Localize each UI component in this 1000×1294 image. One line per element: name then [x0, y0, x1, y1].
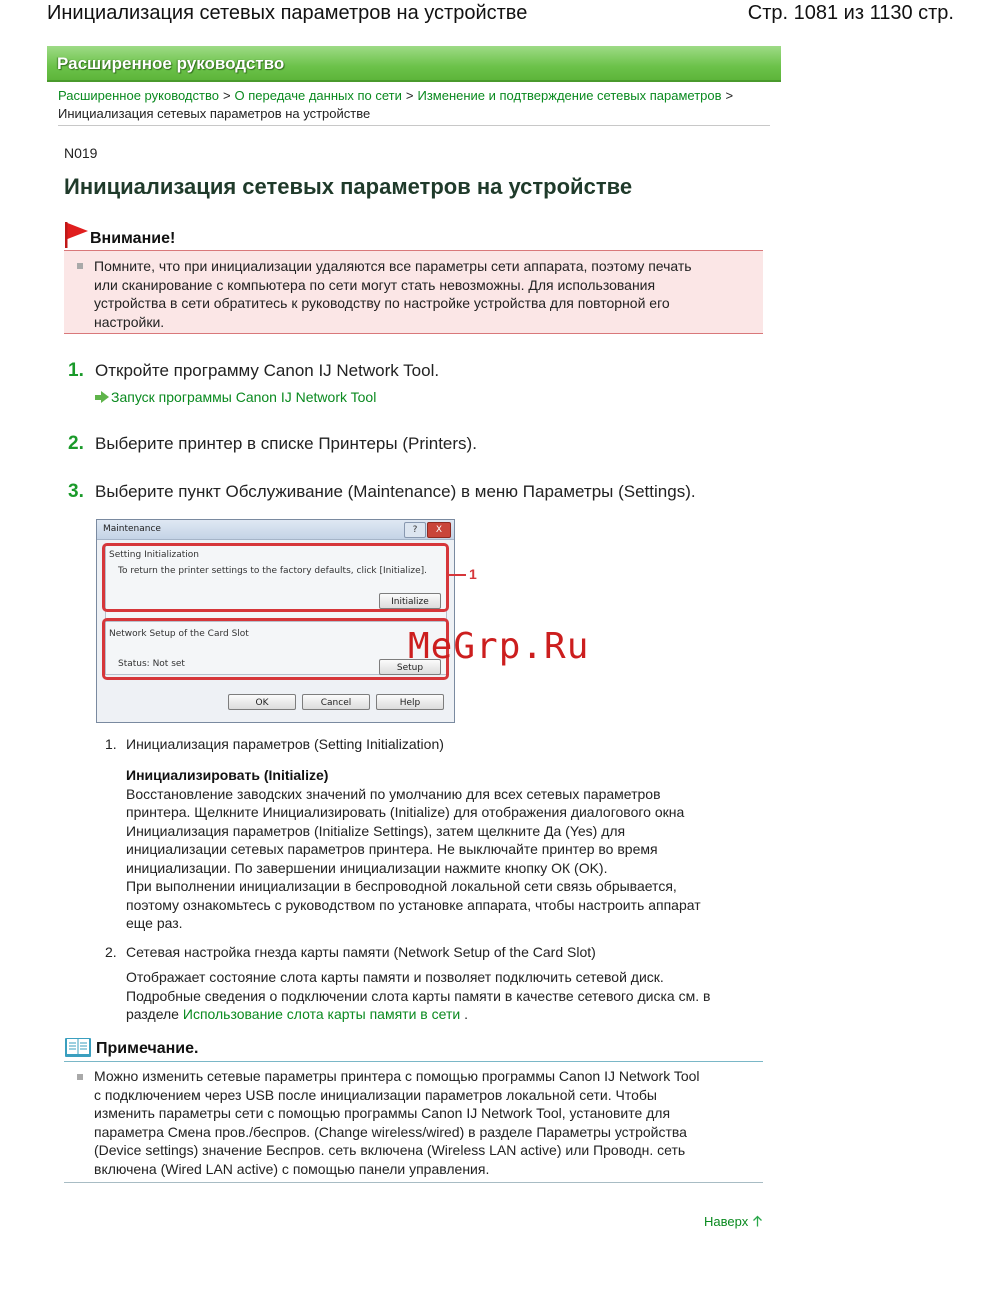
breadcrumb: Расширенное руководство > О передаче данных по сети > Изменение и подтверждение сетевых параметров > Инициализация сетевых параметров на устройстве: [58, 88, 734, 121]
warning-flag-icon: [64, 222, 88, 248]
launch-tool-link[interactable]: Запуск программы Canon IJ Network Tool: [95, 389, 376, 405]
document-id: N019: [64, 145, 98, 161]
breadcrumb-link-network-communication[interactable]: О передаче данных по сети: [234, 88, 402, 103]
dialog-title: Maintenance: [103, 524, 161, 534]
list-item-description: Инициализировать (Initialize) Восстановление заводских значений по умолчанию для всех сетевых параметров принтера. Щелкните Инициализировать (Initialize) для отображения диалогового окна Инициализация параметров (Initialize Settings), затем щелкните Да (Yes) для инициализации сетевых параметров принтера. Не выключайте принтер во время инициализации. По завершении инициализации нажмите кнопку ОК (OK). При выполнении инициализации в беспроводной локальной сети связь обрывается, поэтому ознакомьтесь с руководством по установке аппарата, чтобы настроить аппарат еще раз.: [126, 767, 701, 931]
caution-header: [64, 222, 764, 250]
help-button: Help: [376, 694, 444, 710]
breadcrumb-current: Инициализация сетевых параметров на устройстве: [58, 106, 371, 121]
section-banner: [47, 46, 781, 82]
step-number: 2.: [68, 433, 84, 454]
help-icon: ?: [404, 522, 426, 538]
breadcrumb-link-advanced-guide[interactable]: Расширенное руководство: [58, 88, 219, 103]
list-number: 1.: [105, 736, 117, 752]
cancel-button: Cancel: [302, 694, 370, 710]
step-number: 1.: [68, 360, 84, 381]
breadcrumb-divider: [58, 125, 770, 126]
list-number: 2.: [105, 944, 117, 960]
document-title: Инициализация сетевых параметров на устройстве: [47, 2, 528, 24]
caution-text: Помните, что при инициализации удаляются все параметры сети аппарата, поэтому печать или сканирование с компьютера по сети могут стать невозможны. Для использования устройства в сети обратитесь к руководству по настройке устройства для повторной его настройки.: [94, 258, 692, 330]
callout-line: [446, 574, 466, 576]
list-item-title: Инициализация параметров (Setting Initialization): [126, 736, 444, 752]
step-text: Выберите пункт Обслуживание (Maintenance) в меню Параметры (Settings).: [95, 482, 696, 501]
bullet-icon: [77, 1074, 83, 1080]
callout-number: 1: [469, 566, 477, 582]
setup-button: Setup: [379, 659, 441, 675]
maintenance-dialog-screenshot: [96, 519, 455, 723]
status-text: Status: Not set: [118, 659, 185, 669]
list-item-title: Сетевая настройка гнезда карты памяти (Network Setup of the Card Slot): [126, 944, 596, 960]
note-box: [64, 1067, 763, 1181]
bullet-icon: [77, 263, 83, 269]
back-to-top-link[interactable]: Наверх: [704, 1214, 763, 1229]
list-item-description: Отображает состояние слота карты памяти и позволяет подключить сетевой диск. Подробные сведения о подключении слота карты памяти в качестве сетевого диска см. в разделе Использование слота карты памяти в сети .: [126, 969, 711, 1022]
dialog-titlebar: [97, 520, 454, 540]
caution-box: [64, 250, 763, 334]
ok-button: OK: [228, 694, 296, 710]
group-description: To return the printer settings to the factory defaults, click [Initialize].: [118, 566, 428, 576]
highlight-frame: [102, 618, 449, 680]
arrow-up-icon: [752, 1215, 763, 1227]
banner-label: Расширенное руководство: [57, 54, 285, 73]
page-title: Инициализация сетевых параметров на устройстве: [64, 174, 633, 199]
group-title: Network Setup of the Card Slot: [109, 629, 249, 639]
bottom-divider: [64, 1182, 763, 1183]
initialize-subtitle: Инициализировать (Initialize): [126, 767, 329, 783]
step-text: Выберите принтер в списке Принтеры (Printers).: [95, 434, 477, 453]
caution-title: Внимание!: [90, 230, 176, 247]
watermark: MeGrp.Ru: [408, 626, 590, 667]
note-title: Примечание.: [96, 1040, 199, 1057]
initialize-button: Initialize: [379, 593, 441, 609]
step-text: Откройте программу Canon IJ Network Tool.: [95, 361, 440, 380]
group-title: Setting Initialization: [109, 550, 199, 560]
card-slot-network-link[interactable]: Использование слота карты памяти в сети: [182, 1006, 461, 1022]
note-text: Можно изменить сетевые параметры принтера с помощью программы Canon IJ Network Tool с подключением через USB после инициализации параметров локальной сети. Чтобы изменить параметры сети с помощью программы Canon IJ Network Tool, установите для параметра Смена пров./беспров. (Change wireless/wired) в разделе Параметры устройства (Device settings) значение Беспров. сеть включена (Wireless LAN active) или Проводн. сеть включена (Wired LAN active) с помощью панели управления.: [94, 1068, 700, 1177]
step-number: 3.: [68, 481, 84, 502]
book-icon: [64, 1036, 92, 1058]
breadcrumb-link-change-network-settings[interactable]: Изменение и подтверждение сетевых параметров: [417, 88, 722, 103]
note-divider: [64, 1061, 763, 1062]
close-icon: X: [427, 522, 451, 538]
page-counter: Стр. 1081 из 1130 стр.: [747, 2, 954, 24]
note-header: [64, 1034, 764, 1062]
highlight-frame: [102, 543, 449, 612]
